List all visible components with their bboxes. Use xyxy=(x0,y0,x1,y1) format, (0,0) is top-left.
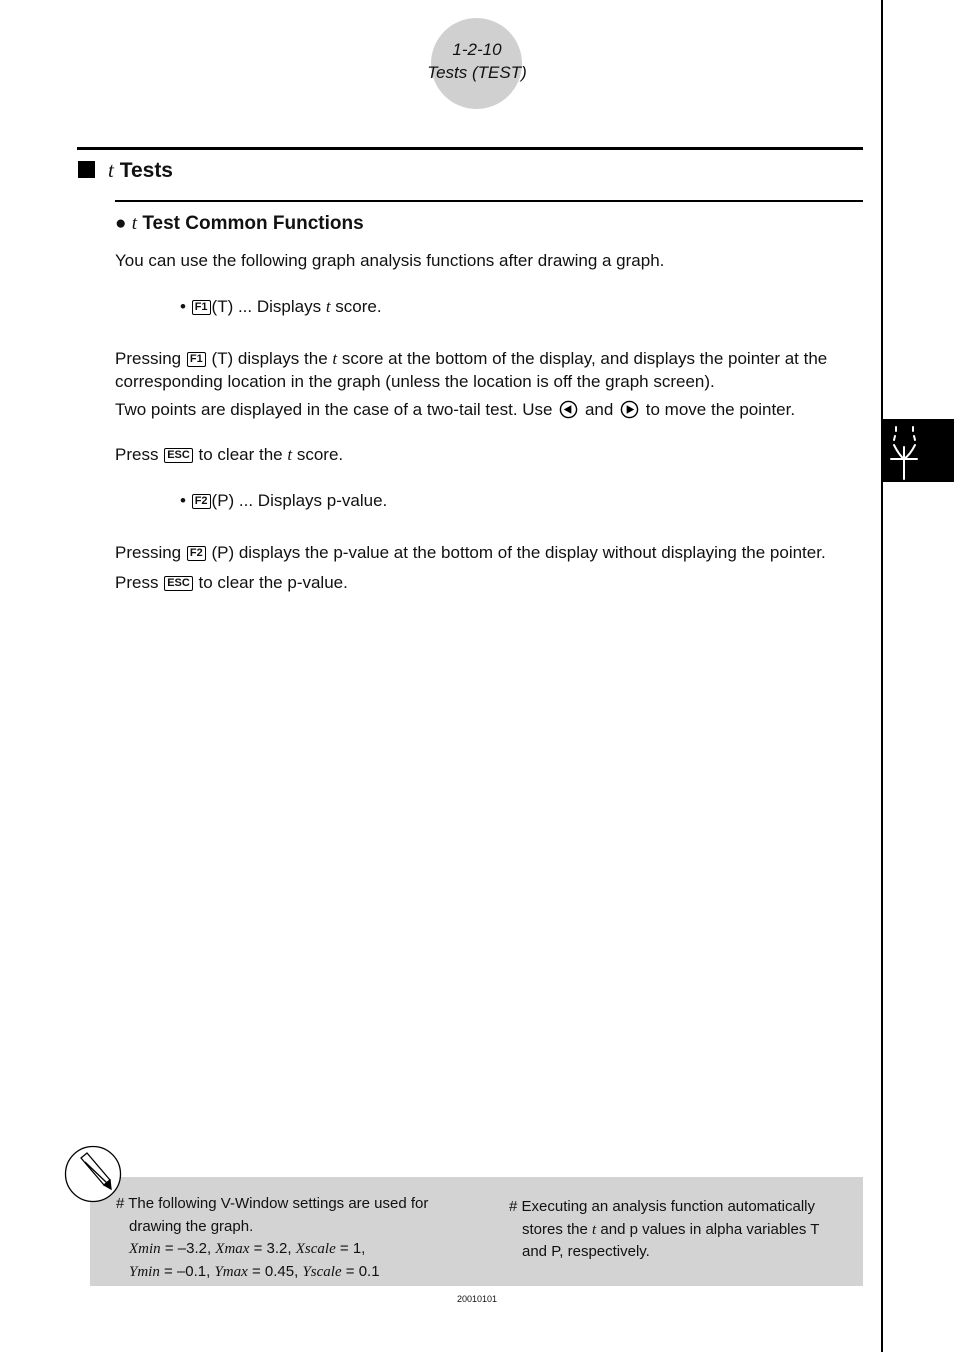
item-t-score: • F1 (T) ... Displays t score. xyxy=(180,297,382,316)
subheading: ● t Test Common Functions xyxy=(115,213,364,234)
f1-key: F1 xyxy=(192,300,211,315)
f2-key: F2 xyxy=(192,494,211,509)
para-f2: Pressing F2 (P) displays the p-value at the bottom of the display without displaying the pointer. xyxy=(115,543,826,562)
note-left: # The following V-Window settings are used for drawing the graph. Xmin = –3.2, Xmax = 3.2, Xscale = 1, Ymin = –0.1, Ymax = 0.45, Yscale = 0.1 xyxy=(116,1195,429,1280)
stat-tab-icon xyxy=(883,419,954,482)
right-arrow-key-icon xyxy=(620,400,639,419)
chapter-tab xyxy=(883,419,954,482)
pencil-icon xyxy=(64,1145,122,1203)
esc-key: ESC xyxy=(164,576,193,591)
f1-key: F1 xyxy=(187,352,206,367)
section-number: 1-2-10 xyxy=(452,40,502,59)
heading-square-marker xyxy=(78,161,95,178)
esc-key: ESC xyxy=(164,448,193,463)
heading-underline xyxy=(115,200,863,202)
intro-text: You can use the following graph analysis functions after drawing a graph. xyxy=(115,251,665,270)
section-title: Tests (TEST) xyxy=(427,63,527,82)
item-p-value: • F2 (P) ... Displays p-value. xyxy=(180,491,388,510)
para-clear-t: Press ESC to clear the t score. xyxy=(115,445,344,464)
page-heading: t Tests xyxy=(108,158,173,182)
left-arrow-key-icon xyxy=(559,400,578,419)
note-right: # Executing an analysis function automatically stores the t and p values in alpha variables T and P, respectively. xyxy=(509,1198,820,1260)
f2-key: F2 xyxy=(187,546,206,561)
footer-code: 20010101 xyxy=(456,1294,498,1304)
para-clear-p: Press ESC to clear the p-value. xyxy=(115,573,348,592)
para-f1-line2: corresponding location in the graph (unless the location is off the graph screen). xyxy=(115,372,715,391)
para-two-tail: Two points are displayed in the case of a two-tail test. Use and to move the pointer. xyxy=(115,400,796,419)
right-margin-rule xyxy=(881,0,883,1352)
para-f1-line1: Pressing F1 (T) displays the t score at the bottom of the display, and displays the pointer at the xyxy=(115,349,828,368)
heading-rule xyxy=(77,147,863,150)
